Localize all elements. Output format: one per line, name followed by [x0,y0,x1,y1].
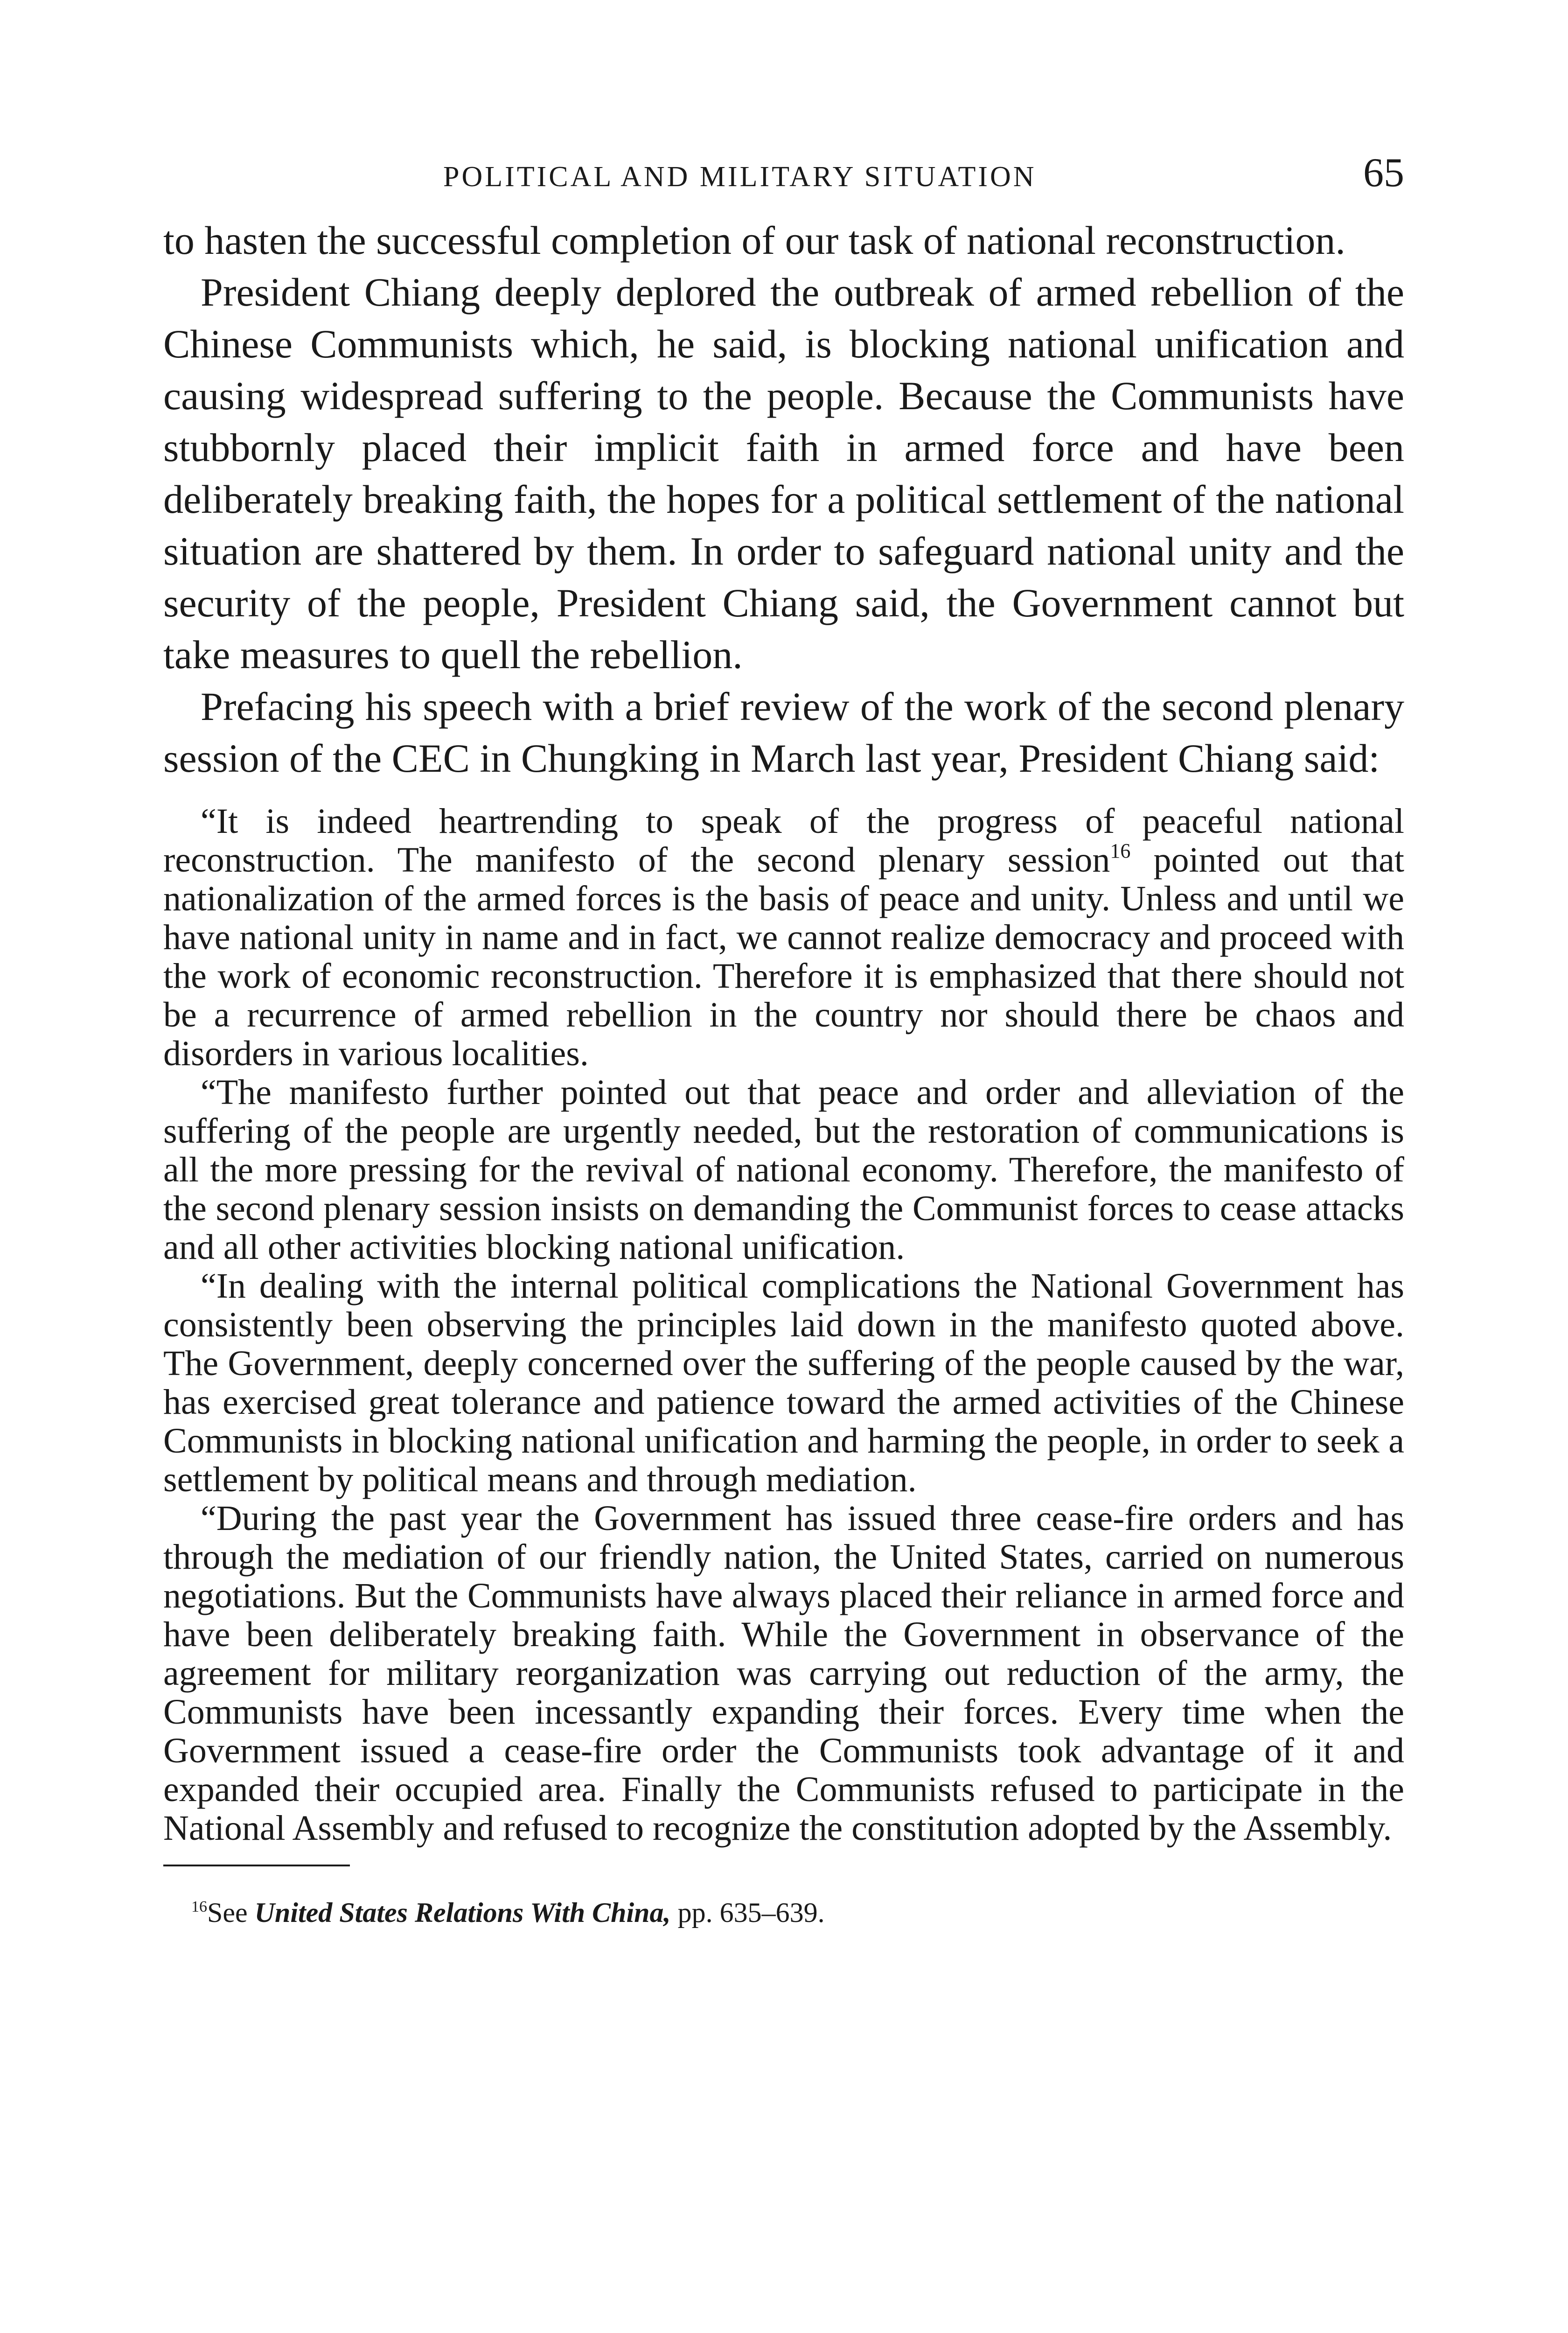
footnote-source-title: United States Relations With China, [254,1897,671,1928]
quote-text: pointed out that nationalization of the armed forces is the basis of peace and unity. Unless and until we have national unity in name and in fact, we cannot realize democracy and proceed with the work of economic reconstruction. Therefore it is emphasized that there should not be a recurrence of armed rebellion in the country nor should there be chaos and disorders in various localities. [163,840,1404,1073]
quote-paragraph: “During the past year the Government has issued three cease-fire orders and has through the mediation of our friendly nation, the United States, carried on numerous negotiations. But the Communists have always placed their reliance in armed force and have been deliberately breaking faith. While the Government in observance of the agreement for military reorganization was carrying out reduction of the army, the Communists have been incessantly expanding their forces. Every time when the Government issued a cease-fire order the Communists took advantage of it and expanded their occupied area. Finally the Communists refused to participate in the National Assembly and refused to recognize the constitution adopted by the Assembly. [163,1499,1404,1848]
paragraph-continuation: to hasten the successful completion of our task of national reconstruction. [163,218,1345,263]
book-page [163,149,1404,1929]
footnote-divider [163,1865,350,1866]
quote-paragraph: “The manifesto further pointed out that peace and order and alleviation of the suffering of the people are urgently needed, but the restoration of communications is all the more pressing for the revival of national economy. Therefore, the manifesto of the second plenary session insists on demanding the Communist forces to cease attacks and all other activities blocking national unification. [163,1073,1404,1267]
quote-paragraph: “In dealing with the internal political complications the National Government has consistently been observing the principles laid down in the manifesto quoted above. The Government, deeply concerned over the suffering of the people caused by the war, has exercised great tolerance and patience toward the armed activities of the Chinese Communists in blocking national unification and harming the people, in order to seek a settlement by political means and through mediation. [163,1266,1404,1499]
paragraph: Prefacing his speech with a brief review of the work of the second plenary session of the CEC in Chungking in March last year, President Chiang said: [163,684,1404,781]
block-quote [163,802,1404,1848]
footnote-pages: pp. 635–639. [670,1897,825,1928]
footnote-reference[interactable]: 16 [1110,839,1131,862]
footnote [163,1891,1404,1929]
page-number: 65 [1363,150,1404,196]
footnote-prefix: See [207,1897,255,1928]
footnote-number: 16 [191,1898,207,1915]
running-title: POLITICAL AND MILITARY SITUATION [443,161,1037,193]
running-header [163,149,1404,215]
body-text [163,215,1404,784]
paragraph: President Chiang deeply deplored the outbreak of armed rebellion of the Chinese Communists which, he said, is blocking national unification and causing widespread suffering to the people. Because the Communists have stubbornly placed their implicit faith in armed force and have been deliberately breaking faith, the hopes for a political settlement of the national situation are shattered by them. In order to safeguard national unity and the security of the people, President Chiang said, the Government cannot but take measures to quell the rebellion. [163,270,1404,677]
quote-text: “It is indeed heartrending to speak of the progress of peaceful national reconstruction. The manifesto of the second plenary session [163,802,1404,880]
quote-paragraph [163,802,1404,1073]
